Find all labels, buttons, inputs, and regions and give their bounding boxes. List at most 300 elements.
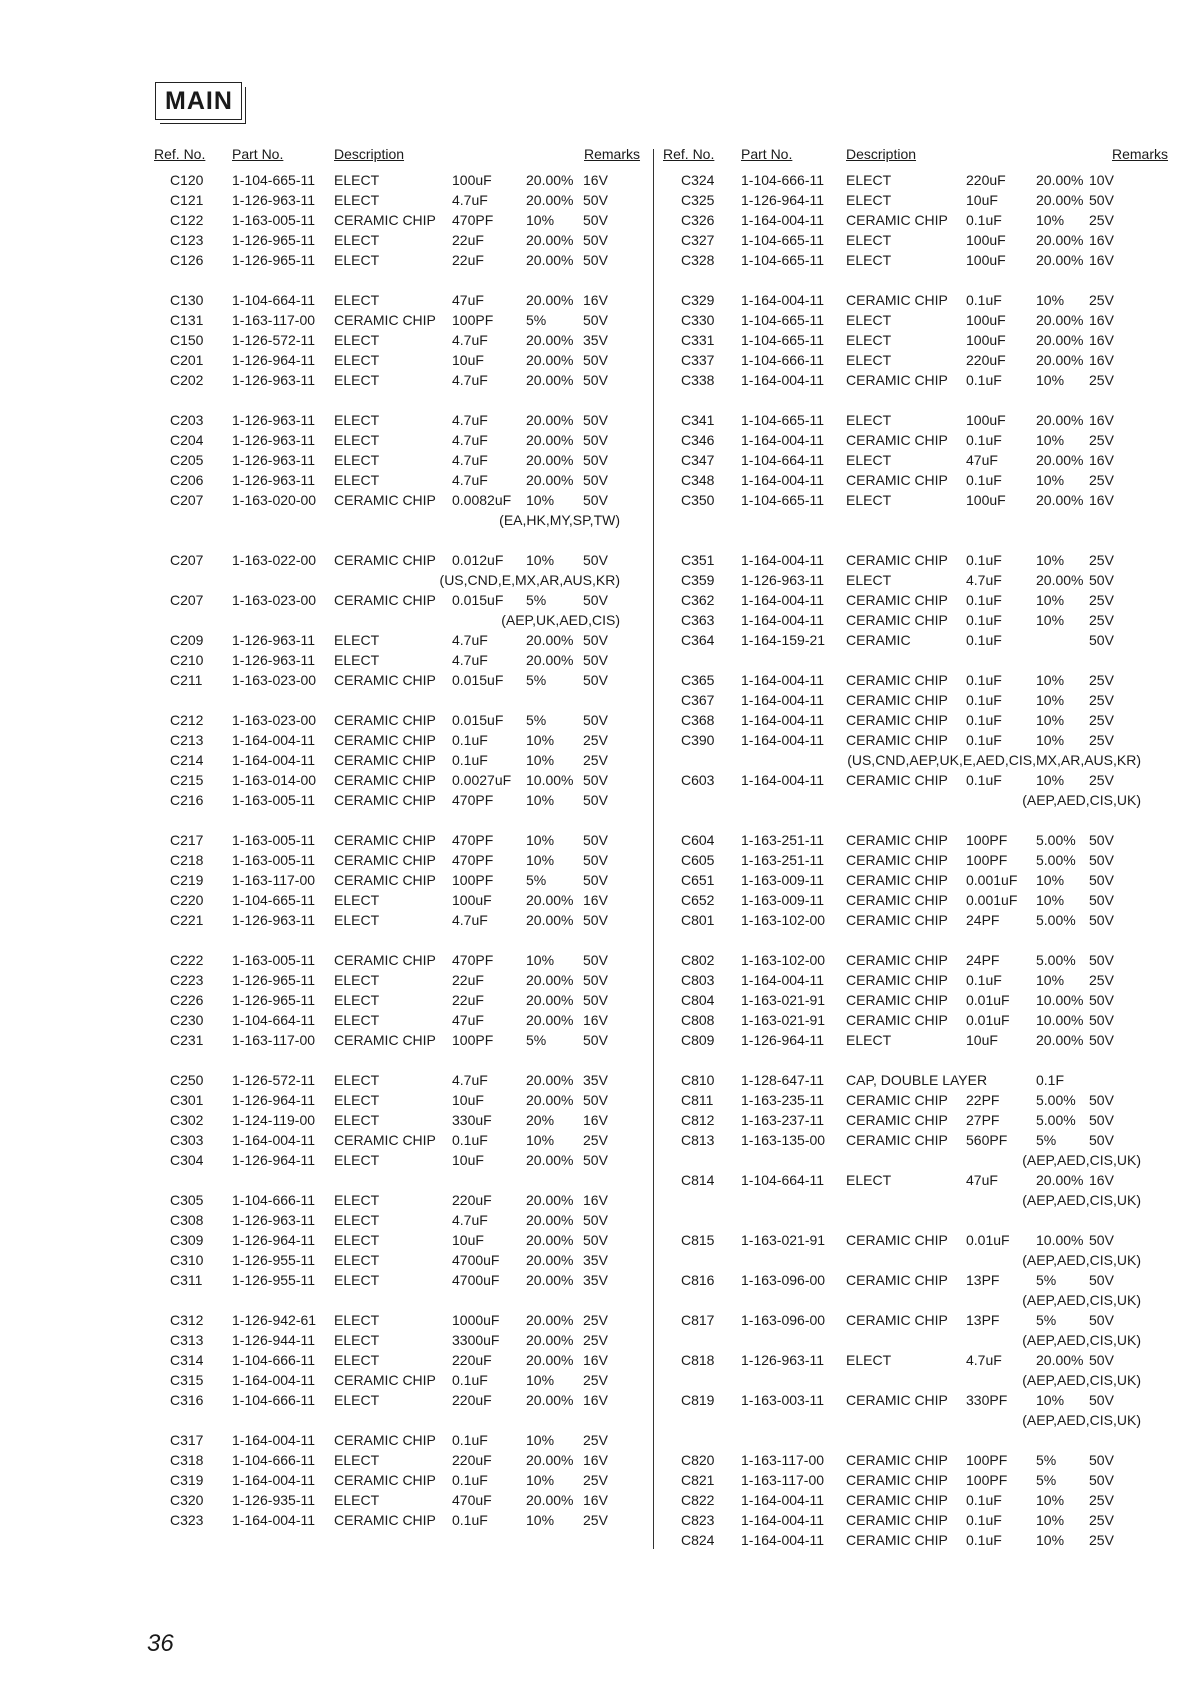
cell-ref-no: C605	[681, 852, 715, 868]
cell-ref-no: C824	[681, 1532, 715, 1548]
cell-value: 0.015uF	[452, 672, 504, 688]
cell-part-no: 1-126-963-11	[232, 452, 316, 468]
cell-part-no: 1-163-021-91	[741, 992, 826, 1008]
cell-part-no: 1-163-251-11	[741, 852, 825, 868]
cell-ref-no: C223	[170, 972, 204, 988]
cell-description: CERAMIC CHIP	[334, 832, 436, 848]
cell-voltage: 50V	[583, 372, 608, 388]
cell-part-no: 1-124-119-00	[232, 1112, 316, 1128]
table-row	[663, 570, 1160, 590]
cell-voltage: 50V	[583, 872, 608, 888]
row-spacer	[663, 390, 1160, 410]
cell-value: 0.1uF	[966, 1532, 1002, 1548]
cell-value: 330uF	[452, 1112, 492, 1128]
table-row	[663, 310, 1160, 330]
cell-description: ELECT	[334, 1332, 380, 1348]
cell-value: 0.1uF	[452, 752, 488, 768]
cell-tolerance: 20.00%	[1036, 352, 1084, 368]
table-row	[154, 1230, 624, 1250]
cell-voltage: 10V	[1089, 172, 1114, 188]
cell-part-no: 1-164-004-11	[232, 732, 316, 748]
cell-description: CAP, DOUBLE LAYER	[846, 1072, 988, 1088]
cell-part-no: 1-104-665-11	[232, 172, 316, 188]
remark-row	[663, 790, 1160, 810]
cell-tolerance: 20.00%	[526, 632, 574, 648]
cell-voltage: 50V	[1089, 572, 1114, 588]
cell-tolerance: 20.00%	[1036, 192, 1084, 208]
table-row	[663, 1030, 1160, 1050]
cell-voltage: 25V	[1089, 1512, 1114, 1528]
cell-tolerance: 20.00%	[526, 252, 574, 268]
cell-description: ELECT	[334, 252, 380, 268]
cell-part-no: 1-126-963-11	[232, 1212, 316, 1228]
cell-voltage: 50V	[1089, 992, 1114, 1008]
table-row	[154, 590, 624, 610]
cell-part-no: 1-164-004-11	[741, 472, 825, 488]
header-remarks: Remarks	[584, 146, 641, 162]
table-row	[663, 330, 1160, 350]
cell-ref-no: C203	[170, 412, 204, 428]
cell-value: 0.012uF	[452, 552, 504, 568]
cell-description: CERAMIC CHIP	[846, 692, 948, 708]
cell-ref-no: C250	[170, 1072, 204, 1088]
table-row	[154, 1210, 624, 1230]
cell-description: CERAMIC CHIP	[846, 292, 948, 308]
row-spacer	[663, 930, 1160, 950]
cell-value: 4.7uF	[452, 372, 488, 388]
cell-tolerance: 20.00%	[526, 1212, 574, 1228]
cell-ref-no: C337	[681, 352, 715, 368]
table-row	[663, 890, 1160, 910]
cell-value: 4.7uF	[452, 472, 488, 488]
cell-ref-no: C303	[170, 1132, 204, 1148]
cell-voltage: 25V	[583, 732, 608, 748]
cell-ref-no: C817	[681, 1312, 715, 1328]
cell-part-no: 1-126-942-61	[232, 1312, 317, 1328]
table-row	[154, 830, 624, 850]
cell-value: 4.7uF	[452, 452, 488, 468]
cell-voltage: 50V	[1089, 912, 1114, 928]
cell-value: 0.1uF	[452, 1132, 488, 1148]
cell-ref-no: C302	[170, 1112, 204, 1128]
table-row	[154, 550, 624, 570]
cell-tolerance: 10%	[526, 732, 555, 748]
cell-tolerance: 20.00%	[526, 232, 574, 248]
cell-description: ELECT	[334, 452, 380, 468]
cell-part-no: 1-126-965-11	[232, 972, 316, 988]
cell-value: 47uF	[452, 1012, 484, 1028]
header-description: Description	[334, 146, 405, 162]
cell-voltage: 50V	[583, 1092, 608, 1108]
cell-part-no: 1-126-963-11	[741, 572, 825, 588]
cell-tolerance: 10%	[526, 952, 555, 968]
table-row	[663, 1070, 1160, 1090]
cell-part-no: 1-164-004-11	[741, 1492, 825, 1508]
table-row	[154, 650, 624, 670]
cell-ref-no: C220	[170, 892, 204, 908]
cell-description: ELECT	[334, 472, 380, 488]
cell-description: ELECT	[846, 412, 892, 428]
cell-tolerance: 10%	[526, 1512, 555, 1528]
cell-voltage: 50V	[583, 1152, 608, 1168]
cell-value: 0.1uF	[966, 472, 1002, 488]
cell-description: ELECT	[334, 372, 380, 388]
cell-description: CERAMIC CHIP	[846, 672, 948, 688]
remark-row	[663, 1190, 1160, 1210]
row-spacer	[663, 810, 1160, 830]
table-row	[663, 630, 1160, 650]
cell-value: 100PF	[966, 1452, 1008, 1468]
cell-tolerance: 20.00%	[526, 332, 574, 348]
cell-voltage: 25V	[1089, 372, 1114, 388]
cell-part-no: 1-126-963-11	[232, 192, 316, 208]
cell-ref-no: C651	[681, 872, 715, 888]
cell-description: CERAMIC CHIP	[334, 712, 436, 728]
cell-value: 24PF	[966, 952, 1000, 968]
cell-description: CERAMIC CHIP	[334, 1032, 436, 1048]
cell-value: 100PF	[966, 832, 1008, 848]
cell-tolerance: 10%	[1036, 732, 1065, 748]
cell-part-no: 1-104-666-11	[232, 1452, 316, 1468]
cell-voltage: 50V	[583, 832, 608, 848]
table-row	[663, 470, 1160, 490]
table-row	[663, 830, 1160, 850]
cell-ref-no: C368	[681, 712, 715, 728]
cell-description: ELECT	[334, 172, 380, 188]
cell-description: CERAMIC CHIP	[334, 1372, 436, 1388]
cell-voltage: 50V	[583, 312, 608, 328]
cell-part-no: 1-126-964-11	[741, 192, 825, 208]
cell-ref-no: C811	[681, 1092, 714, 1108]
cell-part-no: 1-163-009-11	[741, 892, 825, 908]
table-row	[663, 950, 1160, 970]
cell-value: 13PF	[966, 1272, 1000, 1288]
table-row	[154, 1430, 624, 1450]
table-row	[663, 1010, 1160, 1030]
cell-part-no: 1-164-004-11	[741, 612, 825, 628]
table-row	[154, 450, 624, 470]
cell-description: ELECT	[846, 252, 892, 268]
cell-ref-no: C217	[170, 832, 204, 848]
cell-voltage: 50V	[1089, 1272, 1114, 1288]
cell-value: 100PF	[452, 1032, 494, 1048]
cell-value: 4.7uF	[452, 432, 488, 448]
cell-value: 1000uF	[452, 1312, 500, 1328]
cell-ref-no: C317	[170, 1432, 204, 1448]
cell-part-no: 1-163-005-11	[232, 832, 316, 848]
cell-part-no: 1-164-004-11	[741, 692, 825, 708]
table-row	[663, 990, 1160, 1010]
cell-description: ELECT	[334, 992, 380, 1008]
cell-part-no: 1-163-005-11	[232, 212, 316, 228]
cell-ref-no: C122	[170, 212, 204, 228]
cell-remarks: (US,CND,AEP,UK,E,AED,CIS,MX,AR,AUS,KR)	[847, 752, 1141, 768]
cell-voltage: 50V	[583, 912, 608, 928]
cell-part-no: 1-163-117-00	[232, 872, 316, 888]
cell-value: 100PF	[452, 872, 494, 888]
cell-value: 0.1uF	[966, 612, 1002, 628]
cell-voltage: 50V	[583, 1232, 608, 1248]
table-row	[154, 470, 624, 490]
cell-part-no: 1-163-021-91	[741, 1012, 826, 1028]
cell-tolerance: 5%	[1036, 1472, 1057, 1488]
cell-tolerance: 20.00%	[526, 1392, 574, 1408]
cell-tolerance: 10%	[1036, 1532, 1065, 1548]
cell-part-no: 1-104-666-11	[741, 352, 825, 368]
cell-tolerance: 10%	[526, 852, 555, 868]
cell-value: 0.1uF	[966, 1512, 1002, 1528]
cell-voltage: 50V	[583, 852, 608, 868]
table-header	[154, 146, 641, 170]
header-ref-no: Ref. No.	[154, 146, 206, 162]
cell-value: 22uF	[452, 252, 484, 268]
cell-ref-no: C818	[681, 1352, 715, 1368]
cell-part-no: 1-164-004-11	[232, 1132, 316, 1148]
cell-description: CERAMIC CHIP	[846, 1532, 948, 1548]
cell-tolerance: 10%	[1036, 1492, 1065, 1508]
table-row	[154, 890, 624, 910]
table-row	[154, 1510, 624, 1530]
cell-tolerance: 20.00%	[526, 1492, 574, 1508]
cell-description: ELECT	[334, 1212, 380, 1228]
cell-ref-no: C324	[681, 172, 715, 188]
cell-tolerance: 20%	[526, 1112, 555, 1128]
cell-description: ELECT	[846, 172, 892, 188]
table-row	[154, 750, 624, 770]
cell-part-no: 1-164-159-21	[741, 632, 826, 648]
cell-part-no: 1-164-004-11	[232, 1512, 316, 1528]
cell-voltage: 25V	[583, 1472, 608, 1488]
table-row	[154, 630, 624, 650]
cell-voltage: 25V	[583, 752, 608, 768]
cell-ref-no: C325	[681, 192, 715, 208]
cell-description: ELECT	[334, 332, 380, 348]
cell-tolerance: 20.00%	[526, 1272, 574, 1288]
cell-tolerance: 10%	[1036, 772, 1065, 788]
cell-part-no: 1-163-235-11	[741, 1092, 825, 1108]
cell-tolerance: 5%	[1036, 1312, 1057, 1328]
table-row	[663, 690, 1160, 710]
cell-value: 10uF	[966, 192, 998, 208]
cell-ref-no: C310	[170, 1252, 204, 1268]
table-row	[154, 1490, 624, 1510]
cell-ref-no: C206	[170, 472, 204, 488]
cell-remarks: (AEP,AED,CIS,UK)	[1022, 1152, 1141, 1168]
cell-value: 100PF	[966, 852, 1008, 868]
cell-part-no: 1-104-665-11	[741, 252, 825, 268]
cell-tolerance: 10.00%	[1036, 1232, 1084, 1248]
cell-voltage: 25V	[583, 1332, 608, 1348]
cell-tolerance: 20.00%	[526, 352, 574, 368]
cell-value: 470PF	[452, 212, 494, 228]
cell-voltage: 50V	[1089, 1452, 1114, 1468]
table-row	[663, 430, 1160, 450]
cell-tolerance: 10%	[1036, 892, 1065, 908]
cell-description: CERAMIC CHIP	[334, 952, 436, 968]
cell-value: 4.7uF	[452, 1072, 488, 1088]
cell-tolerance: 20.00%	[526, 172, 574, 188]
cell-part-no: 1-163-005-11	[232, 792, 316, 808]
cell-voltage: 50V	[583, 412, 608, 428]
cell-part-no: 1-163-005-11	[232, 952, 316, 968]
cell-part-no: 1-104-666-11	[232, 1192, 316, 1208]
cell-description: CERAMIC CHIP	[846, 772, 948, 788]
cell-description: CERAMIC CHIP	[846, 1132, 948, 1148]
cell-description: ELECT	[334, 1452, 380, 1468]
cell-value: 0.015uF	[452, 712, 504, 728]
cell-tolerance: 20.00%	[526, 972, 574, 988]
cell-value: 470PF	[452, 952, 494, 968]
row-spacer	[663, 1210, 1160, 1230]
cell-part-no: 1-164-004-11	[741, 972, 825, 988]
cell-part-no: 1-163-009-11	[741, 872, 825, 888]
cell-part-no: 1-104-666-11	[232, 1392, 316, 1408]
cell-voltage: 50V	[583, 232, 608, 248]
cell-ref-no: C362	[681, 592, 715, 608]
cell-tolerance: 5.00%	[1036, 1092, 1076, 1108]
parts-list-right	[663, 146, 1169, 1550]
cell-value: 220uF	[452, 1352, 492, 1368]
table-row	[154, 1030, 624, 1050]
cell-voltage: 50V	[583, 472, 608, 488]
cell-ref-no: C209	[170, 632, 204, 648]
table-row	[154, 1470, 624, 1490]
cell-tolerance: 5%	[526, 712, 547, 728]
table-row	[663, 1230, 1160, 1250]
cell-part-no: 1-126-963-11	[232, 912, 316, 928]
cell-description: CERAMIC CHIP	[334, 492, 436, 508]
cell-ref-no: C202	[170, 372, 204, 388]
cell-description: CERAMIC	[846, 632, 911, 648]
cell-voltage: 50V	[583, 1212, 608, 1228]
cell-tolerance: 20.00%	[526, 892, 574, 908]
cell-value: 470uF	[452, 1492, 492, 1508]
cell-ref-no: C364	[681, 632, 715, 648]
cell-ref-no: C327	[681, 232, 715, 248]
cell-value: 0.001uF	[966, 872, 1018, 888]
cell-voltage: 35V	[583, 332, 608, 348]
cell-part-no: 1-164-004-11	[232, 1472, 316, 1488]
cell-description: ELECT	[334, 892, 380, 908]
cell-ref-no: C341	[681, 412, 715, 428]
cell-voltage: 50V	[583, 432, 608, 448]
cell-ref-no: C652	[681, 892, 715, 908]
cell-part-no: 1-104-664-11	[232, 1012, 316, 1028]
cell-tolerance: 10%	[526, 1472, 555, 1488]
cell-voltage: 50V	[1089, 872, 1114, 888]
table-row	[154, 670, 624, 690]
cell-remarks: (AEP,AED,CIS,UK)	[1022, 792, 1141, 808]
cell-ref-no: C131	[170, 312, 204, 328]
cell-part-no: 1-126-572-11	[232, 332, 316, 348]
cell-value: 4.7uF	[452, 412, 488, 428]
cell-tolerance: 10%	[526, 1432, 555, 1448]
cell-description: CERAMIC CHIP	[334, 852, 436, 868]
cell-value: 3300uF	[452, 1332, 500, 1348]
cell-tolerance: 5%	[1036, 1132, 1057, 1148]
cell-ref-no: C604	[681, 832, 715, 848]
cell-part-no: 1-104-665-11	[741, 332, 825, 348]
cell-ref-no: C338	[681, 372, 715, 388]
cell-value: 0.1uF	[966, 772, 1002, 788]
cell-tolerance: 10%	[1036, 372, 1065, 388]
cell-voltage: 25V	[583, 1312, 608, 1328]
table-row	[663, 610, 1160, 630]
cell-value: 24PF	[966, 912, 1000, 928]
cell-voltage: 50V	[1089, 192, 1114, 208]
cell-voltage: 16V	[1089, 452, 1114, 468]
cell-value: 27PF	[966, 1112, 1000, 1128]
cell-description: CERAMIC CHIP	[334, 672, 436, 688]
cell-ref-no: C326	[681, 212, 715, 228]
cell-tolerance: 10%	[526, 832, 555, 848]
cell-ref-no: C150	[170, 332, 204, 348]
cell-tolerance: 20.00%	[526, 412, 574, 428]
cell-ref-no: C218	[170, 852, 204, 868]
remark-row	[663, 1150, 1160, 1170]
cell-value: 47uF	[966, 452, 998, 468]
cell-description: ELECT	[846, 1352, 892, 1368]
cell-tolerance: 20.00%	[526, 1312, 574, 1328]
cell-ref-no: C301	[170, 1092, 204, 1108]
cell-description: CERAMIC CHIP	[334, 1432, 436, 1448]
cell-value: 0.0027uF	[452, 772, 512, 788]
table-row	[663, 910, 1160, 930]
cell-tolerance: 20.00%	[526, 452, 574, 468]
remark-row	[663, 1370, 1160, 1390]
cell-ref-no: C363	[681, 612, 715, 628]
row-spacer	[663, 510, 1160, 530]
table-row	[154, 410, 624, 430]
cell-ref-no: C314	[170, 1352, 204, 1368]
cell-ref-no: C323	[170, 1512, 204, 1528]
cell-description: CERAMIC CHIP	[334, 592, 436, 608]
cell-part-no: 1-163-251-11	[741, 832, 825, 848]
cell-value: 0.001uF	[966, 892, 1018, 908]
cell-part-no: 1-126-963-11	[232, 372, 316, 388]
cell-value: 100uF	[966, 492, 1006, 508]
table-row	[154, 710, 624, 730]
cell-remarks: (AEP,AED,CIS,UK)	[1022, 1412, 1141, 1428]
table-row	[154, 310, 624, 330]
table-row	[663, 1270, 1160, 1290]
cell-voltage: 16V	[583, 1492, 608, 1508]
cell-ref-no: C316	[170, 1392, 204, 1408]
cell-value: 0.1uF	[966, 632, 1002, 648]
cell-tolerance: 5.00%	[1036, 852, 1076, 868]
cell-value: 100uF	[966, 232, 1006, 248]
cell-part-no: 1-104-665-11	[741, 232, 825, 248]
table-row	[663, 210, 1160, 230]
remark-row	[154, 510, 624, 530]
cell-voltage: 50V	[1089, 952, 1114, 968]
cell-value: 4.7uF	[966, 1352, 1002, 1368]
cell-value: 560PF	[966, 1132, 1008, 1148]
cell-tolerance: 20.00%	[526, 372, 574, 388]
table-row	[154, 990, 624, 1010]
cell-ref-no: C315	[170, 1372, 204, 1388]
cell-ref-no: C820	[681, 1452, 715, 1468]
cell-tolerance: 10%	[1036, 872, 1065, 888]
cell-ref-no: C213	[170, 732, 204, 748]
cell-ref-no: C367	[681, 692, 715, 708]
cell-description: CERAMIC CHIP	[334, 732, 436, 748]
cell-description: CERAMIC CHIP	[846, 1392, 948, 1408]
row-spacer	[154, 930, 624, 950]
cell-ref-no: C809	[681, 1032, 715, 1048]
cell-part-no: 1-104-664-11	[741, 1172, 825, 1188]
table-row	[663, 1090, 1160, 1110]
